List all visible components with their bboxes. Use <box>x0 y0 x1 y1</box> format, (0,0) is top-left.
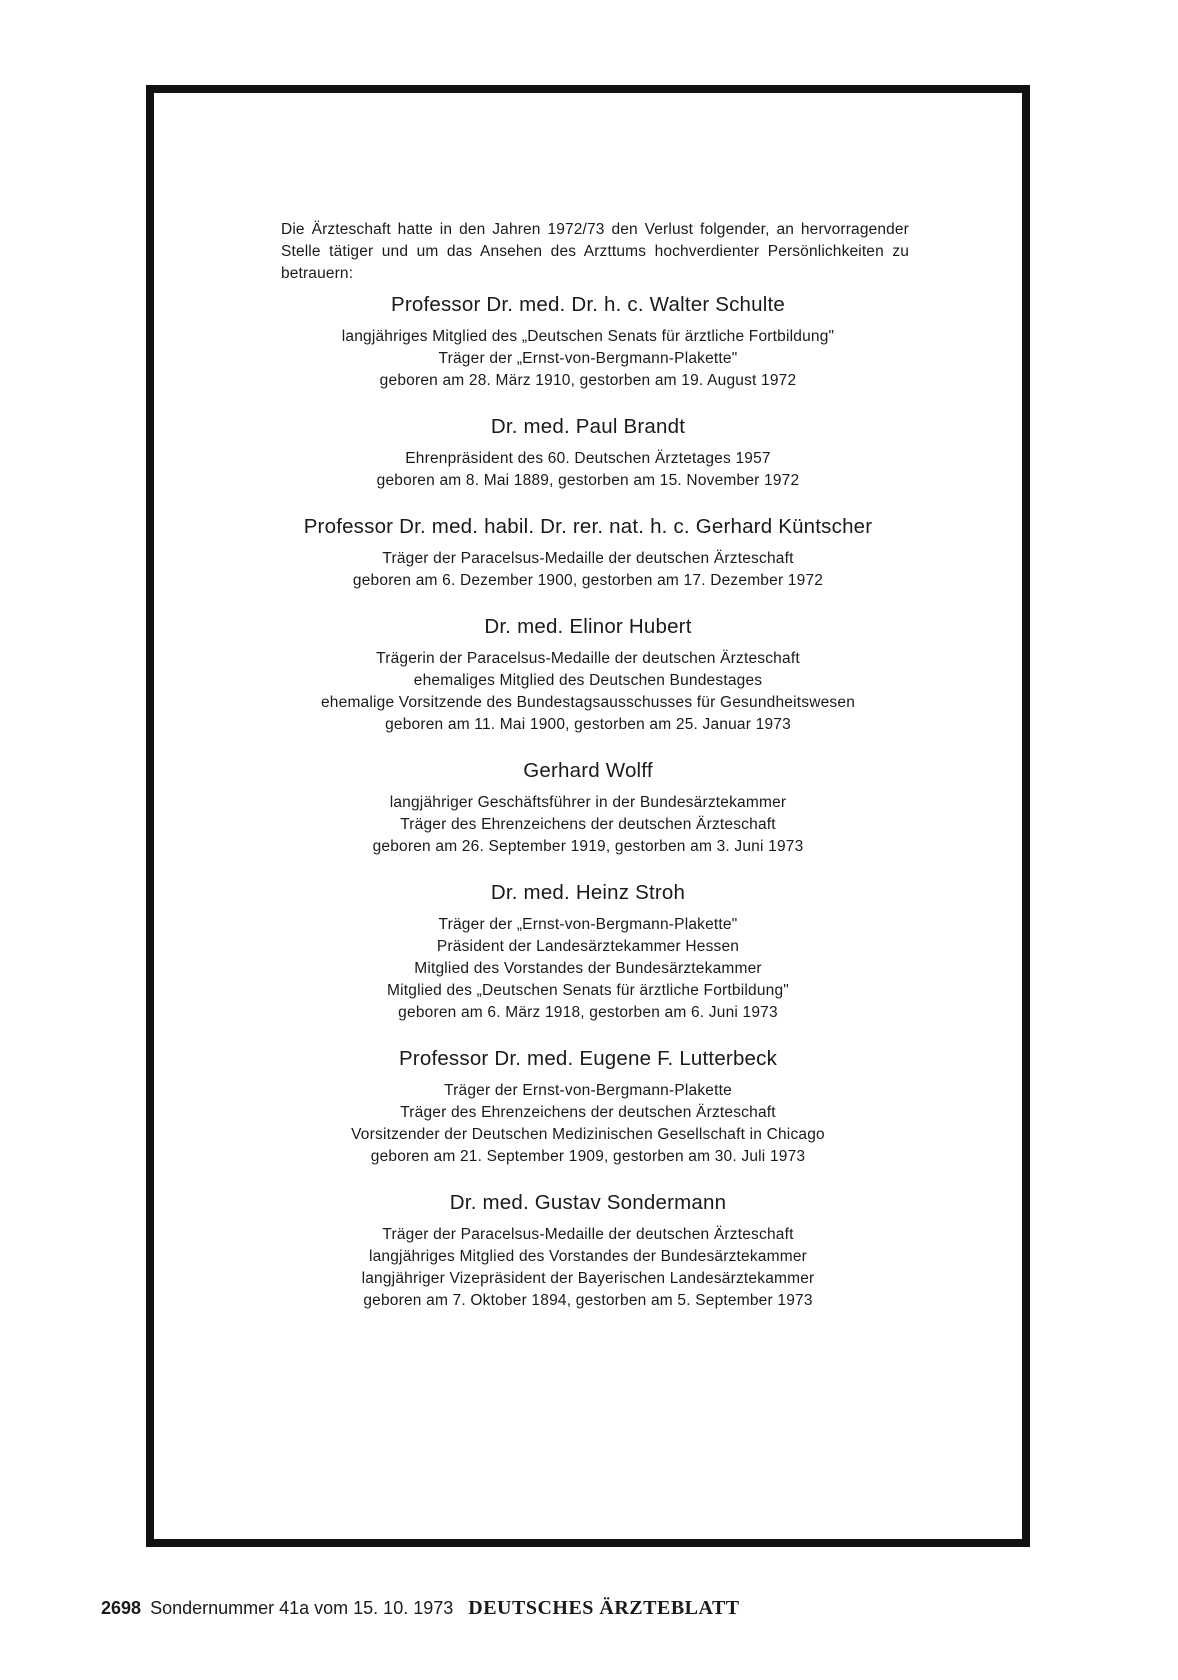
person-detail-line: Träger der „Ernst-von-Bergmann-Plakette" <box>438 350 738 367</box>
journal-title: DEUTSCHES ÄRZTEBLATT <box>468 1597 740 1619</box>
person-detail-line: langjähriges Mitglied des Vorstandes der Bundesärztekammer <box>368 1248 808 1265</box>
page-footer <box>101 1597 740 1620</box>
person-entry <box>154 291 1022 392</box>
person-detail-line: Mitglied des „Deutschen Senats für ärztliche Fortbildung" <box>386 982 789 999</box>
memorial-frame <box>146 85 1030 1547</box>
memorial-content <box>154 93 1022 1539</box>
person-name: Dr. med. Heinz Stroh <box>490 881 686 904</box>
intro-paragraph: Die Ärzteschaft hatte in den Jahren 1972/73 den Verlust folgender, an hervorragender Stelle tätiger und um das Ansehen des Arzttums hochverdienter Persönlichkeiten zu betrauern: <box>281 220 909 282</box>
person-detail-line: geboren am 6. März 1918, gestorben am 6. Juni 1973 <box>398 1004 778 1021</box>
person-detail-line: geboren am 21. September 1909, gestorben am 30. Juli 1973 <box>370 1148 806 1165</box>
person-detail-line: Träger der Paracelsus-Medaille der deutschen Ärzteschaft <box>382 1226 794 1243</box>
person-entry <box>154 1045 1022 1168</box>
person-detail-line: Vorsitzender der Deutschen Medizinischen Gesellschaft in Chicago <box>351 1126 825 1143</box>
person-name: Dr. med. Elinor Hubert <box>484 615 692 638</box>
person-name: Gerhard Wolff <box>523 759 653 782</box>
person-detail-line: ehemaliges Mitglied des Deutschen Bundestages <box>413 672 763 689</box>
person-entry <box>154 1189 1022 1312</box>
person-list <box>154 291 1022 1333</box>
person-detail-line: Präsident der Landesärztekammer Hessen <box>436 938 740 955</box>
person-detail-line: Trägerin der Paracelsus-Medaille der deutschen Ärzteschaft <box>376 650 800 667</box>
person-detail-line: langjähriger Vizepräsident der Bayerischen Landesärztekammer <box>361 1270 815 1287</box>
person-entry <box>154 879 1022 1024</box>
person-detail-line: Träger des Ehrenzeichens der deutschen Ärzteschaft <box>400 816 776 833</box>
person-name: Dr. med. Gustav Sondermann <box>449 1191 727 1214</box>
person-detail-line: Ehrenpräsident des 60. Deutschen Ärztetages 1957 <box>405 450 771 467</box>
person-detail-line: geboren am 8. Mai 1889, gestorben am 15. November 1972 <box>376 472 800 489</box>
person-detail-line: ehemalige Vorsitzende des Bundestagsausschusses für Gesundheitswesen <box>320 694 856 711</box>
person-detail-line: Mitglied des Vorstandes der Bundesärztekammer <box>414 960 762 977</box>
person-name: Dr. med. Paul Brandt <box>490 415 686 438</box>
person-name: Professor Dr. med. habil. Dr. rer. nat. h. c. Gerhard Küntscher <box>303 515 873 538</box>
person-entry <box>154 513 1022 592</box>
person-detail-line: geboren am 11. Mai 1900, gestorben am 25. Januar 1973 <box>385 716 791 733</box>
person-entry <box>154 757 1022 858</box>
person-detail-line: geboren am 26. September 1919, gestorben am 3. Juni 1973 <box>372 838 804 855</box>
person-name: Professor Dr. med. Eugene F. Lutterbeck <box>398 1047 778 1070</box>
person-detail-line: geboren am 28. März 1910, gestorben am 19. August 1972 <box>379 372 797 389</box>
person-detail-line: Träger des Ehrenzeichens der deutschen Ärzteschaft <box>400 1104 776 1121</box>
issue-info: Sondernummer 41a vom 15. 10. 1973 <box>150 1598 454 1618</box>
person-detail-line: Träger der „Ernst-von-Bergmann-Plakette" <box>438 916 738 933</box>
person-detail-line: geboren am 6. Dezember 1900, gestorben am 17. Dezember 1972 <box>352 572 824 589</box>
person-detail-line: langjähriger Geschäftsführer in der Bundesärztekammer <box>389 794 787 811</box>
person-entry <box>154 613 1022 736</box>
person-detail-line: Träger der Ernst-von-Bergmann-Plakette <box>444 1082 732 1099</box>
person-entry <box>154 413 1022 492</box>
person-detail-line: langjähriges Mitglied des „Deutschen Senats für ärztliche Fortbildung" <box>341 328 835 345</box>
page-number: 2698 <box>101 1598 142 1618</box>
person-name: Professor Dr. med. Dr. h. c. Walter Schulte <box>390 293 786 316</box>
person-detail-line: geboren am 7. Oktober 1894, gestorben am 5. September 1973 <box>363 1292 813 1309</box>
person-detail-line: Träger der Paracelsus-Medaille der deutschen Ärzteschaft <box>382 550 794 567</box>
